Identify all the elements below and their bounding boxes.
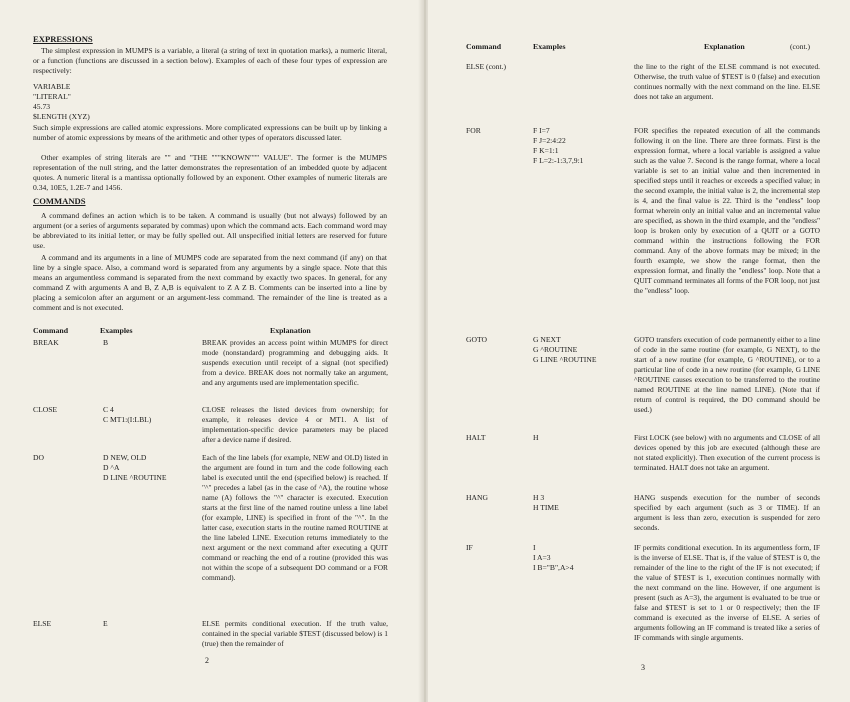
column-header-command: Command [33,326,69,335]
command-explanation: Each of the line labels (for example, NEW and OLD) listed in the argument are found in turn and the code following each label is executed until the end (specified below) is reached. If "^" precedes a label (as in the case of ^A), the routine whose name (A) follows the "^" character is executed. Execution starts at the first line of the named routine unless a line label (for example, LINE) is specified in front of the "^". In the latter case, execution starts in the routine named ROUTINE at the line labeled LINE. Execution returns immediately to the next argument or the next command after executing a QUIT command or reaching the end of a routine (provided this was not within the scope of a subsequent DO command or a FOR command). [202,453,388,582]
page-number: 2 [205,656,209,665]
example-line: F L=2:-1:3,7,9:1 [533,156,584,165]
command-name: HALT [466,433,486,442]
command-name: FOR [466,126,481,135]
example-line: F J=2:4:22 [533,136,566,145]
command-name: BREAK [33,338,59,347]
command-explanation: FOR specifies the repeated execution of all the commands following it on the line. There are three formats. First is the expression format, where a local variable is assigned a value such as the value 7. Second is the range format, where a local variable is set to an initial value and then incremented in specified steps until it reaches or exceeds a specified value; in the second example, the initial value is 2, the incremental step is 4, and the final value is 22. Third is the "endless" loop format wherein only an initial value and an incremental value are specified, as shown in the third example, and the "endless" loop is broken only by execution of a QUIT or a GOTO command within the instructions following the FOR command. Any of the above formats may be mixed; in the fourth example, we show the range format, then the expression format, and finally the "endless" loop. Note that a QUIT command terminates all forms of the FOR loop, not just the "endless" loop. [634,126,820,295]
example-line: H 3 [533,493,545,502]
command-explanation: IF permits conditional execution. In its argumentless form, IF is the inverse of ELSE. That is, if the value of $TEST is 0, the remainder of the line to the right of the IF is not executed; if the value of $TEST is 1, execution continues normally with the next command on the line. However, if one argument is present (such as A=3), the argument is evaluated to be true or false and $TEST is set to 1 or 0 respectively; then the IF command is executed as the inverse of ELSE. A series of arguments following an IF command is treated like a series of IF commands with single arguments. [634,543,820,642]
literals-paragraph: Other examples of string literals are "" and "THE """KNOWN""" VALUE". The former is the MUMPS representation of the null string, and the latter demonstrates the representation of an imbedded quote by adjacent quotes. A numeric literal is a mantissa optionally followed by an exponent. Other examples of numeric literals are 0.34, 10E5, 1.2E-7 and 1456. [33,153,387,192]
command-name: DO [33,453,44,462]
example-line: B [103,338,109,347]
column-header-explanation: Explanation [704,42,745,51]
example-function: $LENGTH (XYZ) [33,112,90,121]
command-explanation: First LOCK (see below) with no arguments and CLOSE of all devices opened by this job are executed (although these are not stated explicitly). Then execution of the current process is terminated. HALT does not take an argument. [634,433,820,472]
command-name: ELSE (cont.) [466,62,507,71]
command-examples [103,619,108,629]
example-line: D LINE ^ROUTINE [103,473,167,482]
continued-label: (cont.) [790,42,811,51]
example-line: G ^ROUTINE [533,345,578,354]
command-explanation: HANG suspends execution for the number of seconds specified by each argument (such as 3 or TIME). If an argument is less than zero, execution is suspended for zero seconds. [634,493,820,532]
example-line: I B="B",A>4 [533,563,574,572]
section-heading-expressions: EXPRESSIONS [33,34,93,44]
command-explanation: ELSE permits conditional execution. If the truth value, contained in the special variable $TEST (discussed below) is 1 (true) then the remainder of [202,619,388,648]
commands-paragraph-1: A command defines an action which is to be taken. A command is usually (but not always) followed by an argument (or a series of arguments separated by commas) upon which the command acts. Each command word may be abbreviated to its initial letter, or may be fully spelled out. All unspecified initial letters are reserved for future use. [33,211,387,250]
command-name: HANG [466,493,488,502]
command-name: ELSE [33,619,52,628]
column-header-explanation: Explanation [270,326,311,335]
example-line: H TIME [533,503,559,512]
command-name: IF [466,543,473,552]
example-line: C MT1:(I:LBL) [103,415,152,424]
example-line: I [533,543,536,552]
example-line: D NEW, OLD [103,453,147,462]
right-page [428,0,850,702]
example-line: E [103,619,108,628]
expressions-intro: The simplest expression in MUMPS is a variable, a literal (a string of text in quotation marks), a numeric literal, or a function (functions are discussed in a section below). Examples of each of these four types of expression are respectively: [33,46,387,75]
column-header-examples: Examples [533,42,566,51]
commands-paragraph-2: A command and its arguments in a line of MUMPS code are separated from the next command (if any) on that line by a single space. Also, a command word is separated from any arguments by a single space. Note that this means an argumentless command is separated from the next command by exactly two spaces. In general, for any command Z with arguments A and B, Z A,B is equivalent to Z A Z B. Comments can be inserted into a line by placing a semicolon after an argument or an argument-less command. The remainder of the line is treated as a comment and is not executed. [33,253,387,312]
example-line: C 4 [103,405,114,414]
atomic-expressions-paragraph: Such simple expressions are called atomic expressions. More complicated expressions can be built up by linking a number of atomic expressions by means of the arithmetic and other types of operators discussed later. [33,123,387,142]
command-explanation: BREAK provides an access point within MUMPS for direct mode (nonstandard) programming and debugging aids. It suspends execution until receipt of a signal (not specified) from a device. BREAK does not normally take an argument, and any arguments used are implementation specific. [202,338,388,387]
column-header-command: Command [466,42,502,51]
command-examples [533,493,559,513]
example-line: D ^A [103,463,120,472]
command-explanation: the line to the right of the ELSE command is not executed. Otherwise, the truth value of $TEST is 0 (false) and execution continues normally with the next command on the line. ELSE does not take an argument. [634,62,820,101]
page-number: 3 [641,663,645,672]
example-line: I A=3 [533,553,551,562]
example-line: G LINE ^ROUTINE [533,355,597,364]
command-name: GOTO [466,335,487,344]
example-line: F I=7 [533,126,550,135]
example-numeric: 45.73 [33,102,51,111]
command-examples [103,405,151,425]
example-line: G NEXT [533,335,561,344]
example-line: F K=1:1 [533,146,559,155]
command-explanation: GOTO transfers execution of code permanently either to a line of code in the same routine (for example, G NEXT), to the start of a new routine (for example, G ^ROUTINE), or to a particular line of code in a new routine (for example, G LINE ^ROUTINE causes execution to be transferred to the routine named ROUTINE at the line named LINE). (Note that if return of control is required, the DO command should be used.) [634,335,820,414]
command-examples [533,543,574,573]
command-explanation: CLOSE releases the listed devices from ownership; for example, it releases device 4 or MT1. A list of implementation-specific device parameters may be placed after a device name if desired. [202,405,388,444]
command-name: CLOSE [33,405,58,414]
command-examples [533,433,538,443]
example-line: H [533,433,539,442]
section-heading-commands: COMMANDS [33,196,86,206]
command-examples [533,335,596,365]
example-literal: "LITERAL" [33,92,71,101]
command-examples [103,338,108,348]
column-header-examples: Examples [100,326,133,335]
command-examples [103,453,166,483]
command-examples [533,126,583,166]
example-variable: VARIABLE [33,82,71,91]
